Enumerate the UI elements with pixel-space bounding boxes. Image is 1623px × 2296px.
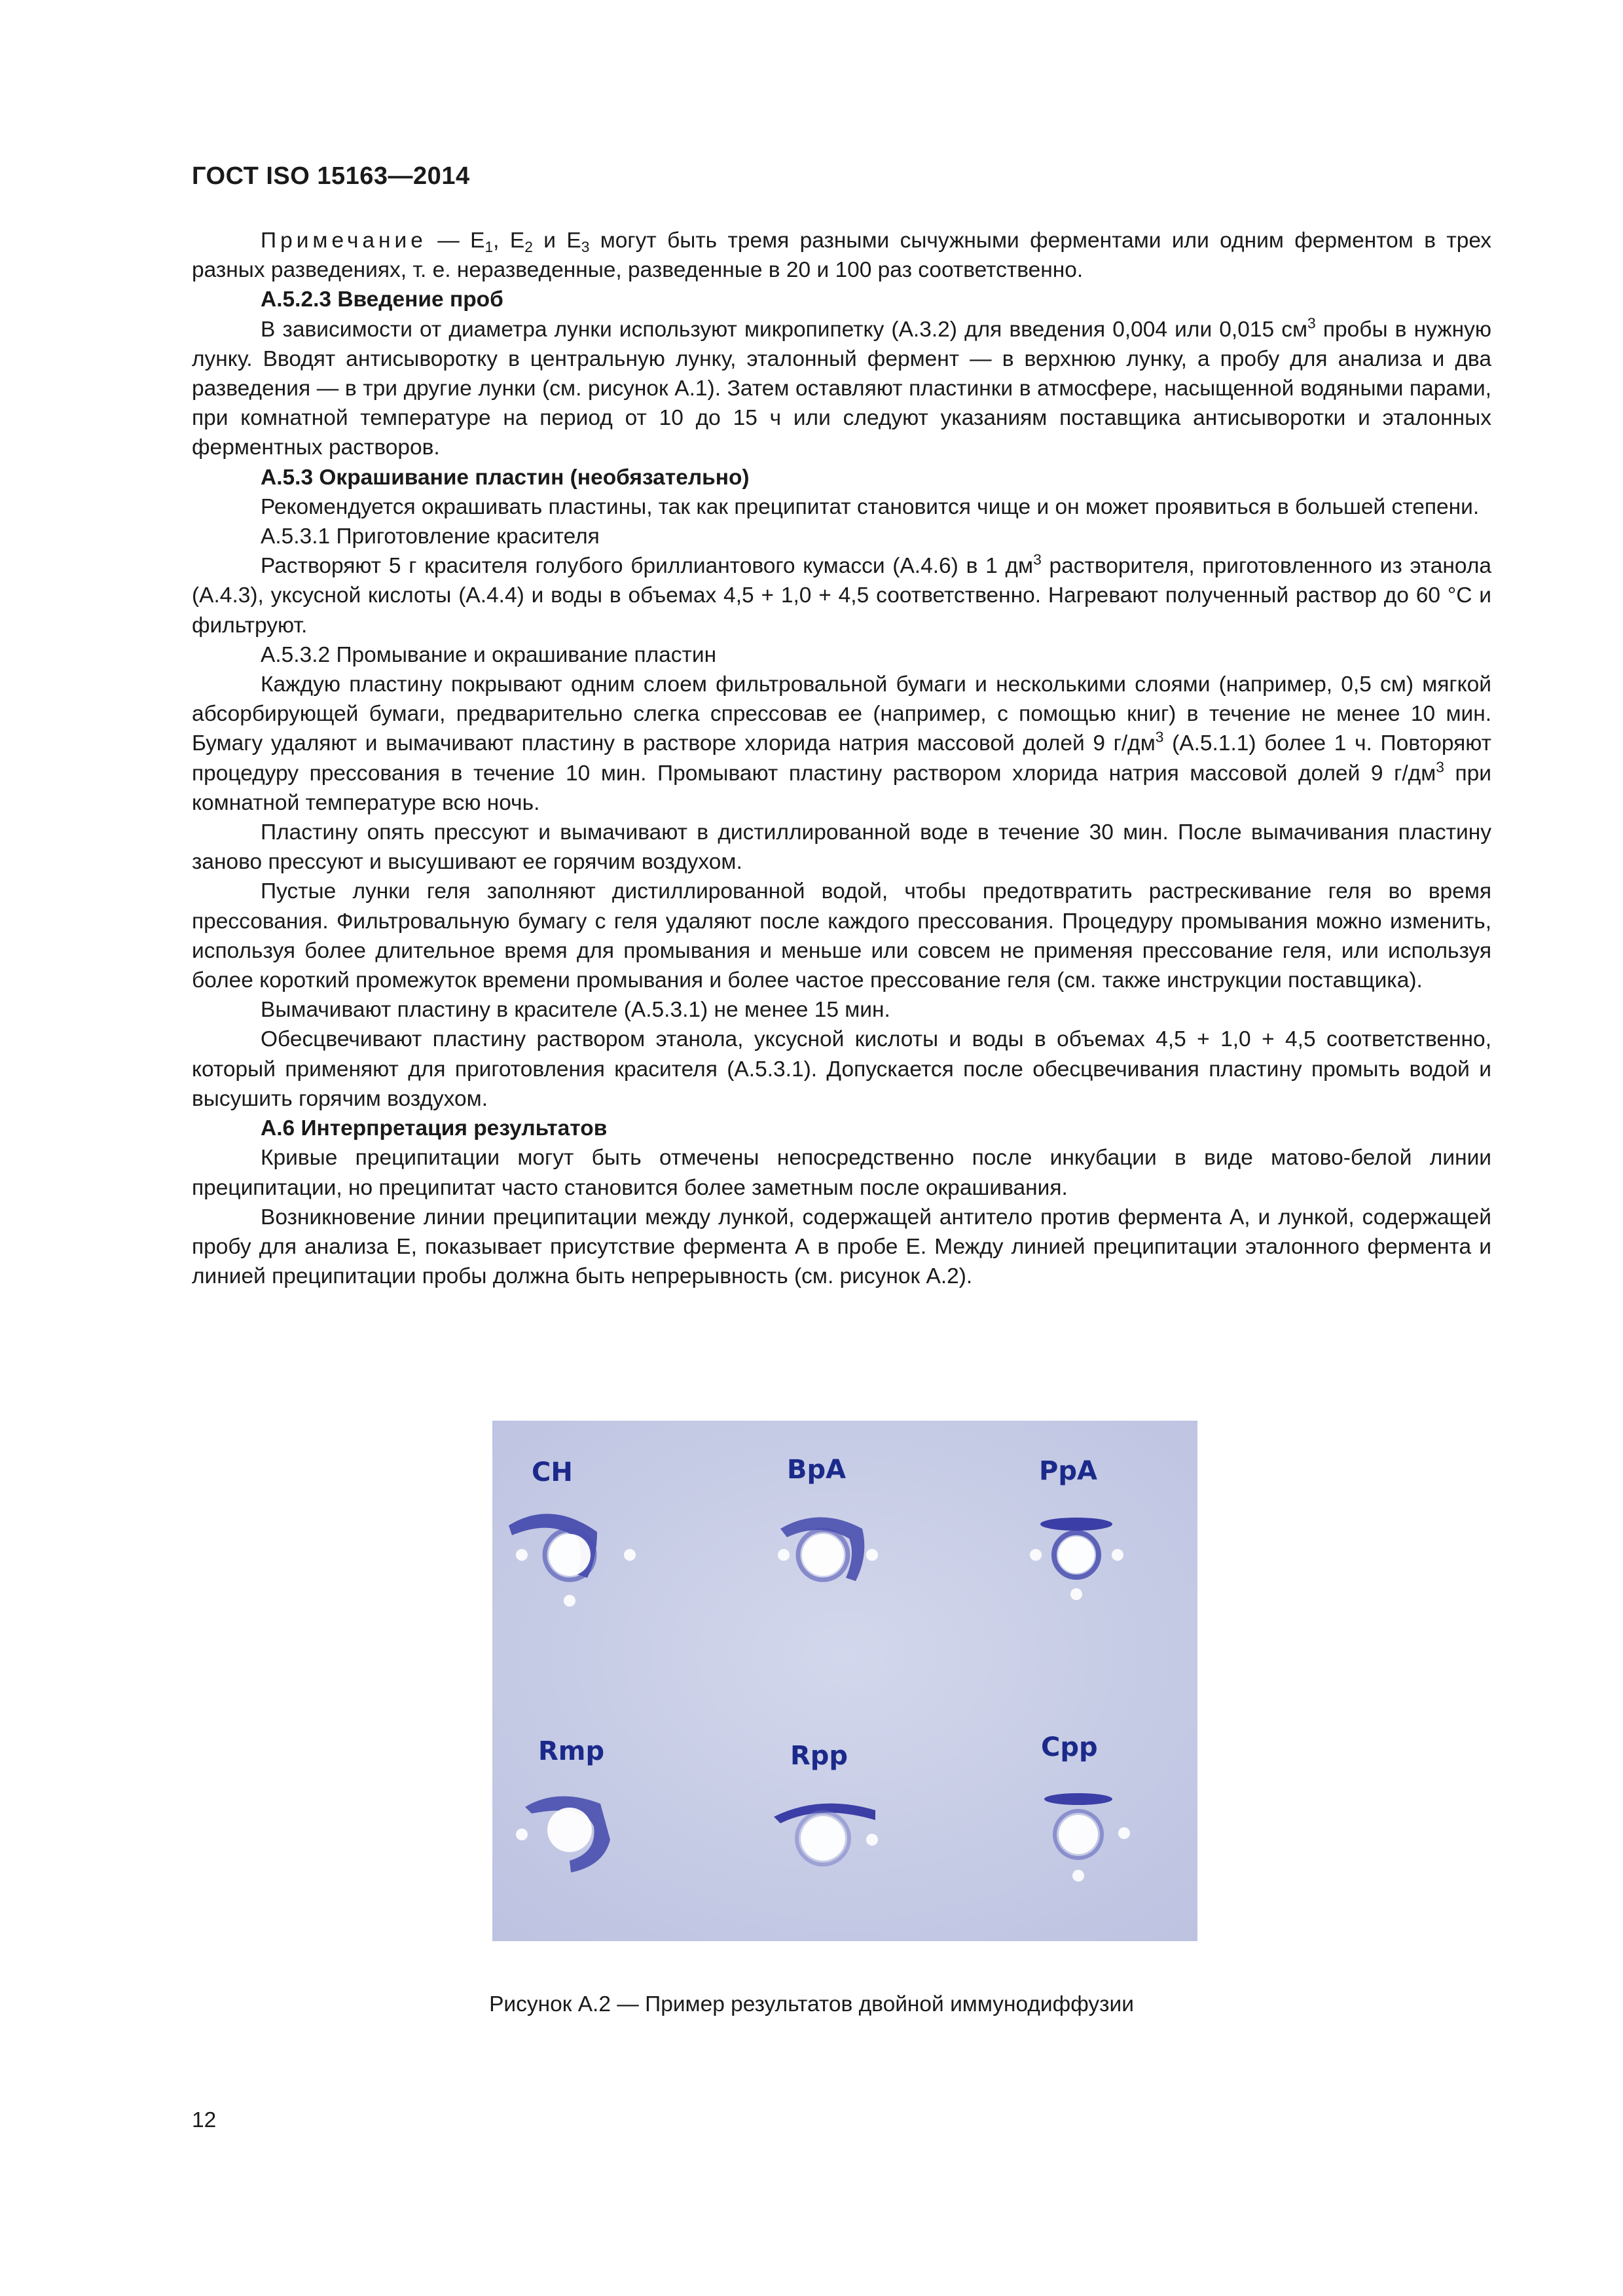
gel-plate [492,1421,1197,1941]
section-heading-a53: А.5.3 Окрашивание пластин (необязательно) [261,465,750,490]
figure-caption: Рисунок А.2 — Пример результатов двойной иммунодиффузии [489,1992,1134,2016]
sample-well [547,1808,592,1852]
sample-well [549,1534,591,1576]
paragraph-a532-2: Пластину опять прессуют и вымачивают в дистиллированной воде в течение 30 мин. После вымачивания пластину заново прессуют и высушивают ее горячим воздухом. [192,820,1491,875]
plate-label-5: Rpp [790,1741,848,1771]
paragraph-a6-2: Возникновение линии преципитации между лункой, содержащей антитело против фермента А, и лункой, содержащей пробу для анализа Е, показывает присутствие фермента А в пробе Е. Между линией преципитации эталонного фермента и линией преципитации пробы должна быть непрерывность (см. рисунок А.2). [192,1205,1491,1289]
paragraph-a532-1: Каждую пластину покрывают одним слоем фильтровальной бумаги и несколькими слоями (например, 0,5 см) мягкой абсорбирующей бумаги, предварительно слегка спрессовав ее (например, с помощью книг) в течение не менее 10 мин. Бумагу удаляют и вымачивают пластину в растворе хлорида натрия массовой долей 9 $г/дм^3$ (А.5.1.1) более 1 ч. Повторяют процедуру прессования в течение 10 мин. Промывают пластину раствором хлорида натрия массовой долей 9 $г/дм^3$ при комнатной температуре всю ночь. [192,672,1491,815]
sample-well [1058,1537,1095,1573]
standard-header: ГОСТ ISO 15163—2014 [192,162,470,190]
note-paragraph: Примечание — $E_1$, $E_2$ и $E_3$ могут быть тремя разными сычужными ферментами или одним ферментом в трех разных разведениях, т. е. неразведенные, разведенные в 20 и 100 раз соответственно. [192,228,1491,283]
document-body [192,226,1491,1291]
paragraph-a532-3: Пустые лунки геля заполняют дистиллированной водой, чтобы предотвратить растрескивание геля во время прессования. Фильтровальную бумагу с геля удаляют после каждого прессования. Процедуру промывания можно изменить, используя более длительное время для промывания и меньше или совсем не применяя прессование геля, или используя более короткий промежуток времени промывания и более частое прессование геля (см. также инструкции поставщика). [192,879,1491,993]
plate-label-6: Cpp [1041,1732,1098,1762]
plate-label-1: CH [532,1457,573,1487]
section-heading-a523: А.5.2.3 Введение проб [261,287,503,312]
paragraph-a53: Рекомендуется окрашивать пластины, так как преципитат становится чище и он может проявиться в большей степени. [261,494,1480,519]
section-heading-a532: А.5.3.2 Промывание и окрашивание пластин [261,642,717,667]
sample-well [801,1816,845,1861]
plate-label-3: PpA [1039,1456,1097,1486]
section-heading-a531: А.5.3.1 Приготовление красителя [261,524,600,549]
sample-well [802,1534,844,1576]
section-heading-a6: А.6 Интерпретация результатов [261,1116,608,1141]
plate-label-4: Rmp [538,1736,605,1766]
page-number: 12 [192,2108,217,2132]
paragraph-a531: Растворяют 5 г красителя голубого бриллиантового кумасси (А.4.6) в 1 $дм^3$ растворителя, приготовленного из этанола (А.4.3), уксусной кислоты (А.4.4) и воды в объемах 4,5 + 1,0 + 4,5 соответственно. Нагревают полученный раствор до 60 °С и фильтруют. [192,551,1491,638]
plate-label-2: BpA [787,1455,847,1485]
paragraph-a6-1: Кривые преципитации могут быть отмечены непосредственно после инкубации в виде матово-белой линии преципитации, но преципитат часто становится более заметным после окрашивания. [192,1146,1491,1200]
paragraph-a532-5: Обесцвечивают пластину раствором этанола, уксусной кислоты и воды в объемах 4,5 + 1,0 + 4,5 соответственно, который применяют для приготовления красителя (А.5.3.1). Допускается после обесцвечивания пластину промыть водой и высушить горячим воздухом. [192,1027,1491,1111]
immunodiffusion-plate-photo [492,1421,1197,1941]
paragraph-a523: В зависимости от диаметра лунки используют микропипетку (А.3.2) для введения 0,004 или 0,015 $см^3$ пробы в нужную лунку. Вводят антисыворотку в центральную лунку, эталонный фермент — в верхнюю лунку, а пробу для анализа и два разведения — в три другие лунки (см. рисунок А.1). Затем оставляют пластинки в атмосфере, насыщенной водяными парами, при комнатной температуре на период от 10 до 15 ч или следуют указаниям поставщика антисыворотки и эталонных ферментных растворов. [192,314,1491,460]
paragraph-a532-4: Вымачивают пластину в красителе (А.5.3.1) не менее 15 мин. [261,998,890,1023]
sample-well [1059,1815,1098,1854]
